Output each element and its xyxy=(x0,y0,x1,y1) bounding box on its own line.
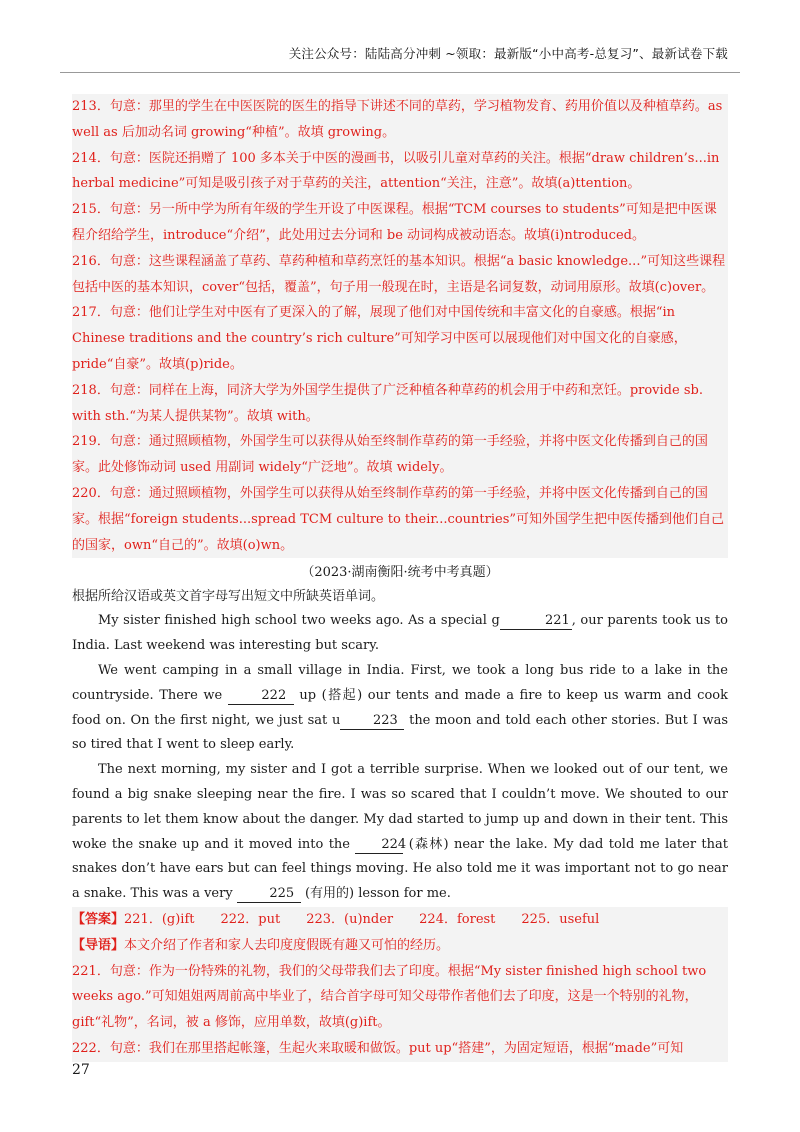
passage-text: (有用的) lesson for me. xyxy=(300,886,451,902)
answer-221: 221．句意：作为一份特殊的礼物，我们的父母带我们去了印度。根据“My sister finished high school two weeks ago.”可知姐姐两周前高中毕业了，结合首字母可知父母带作者他们去了印度，这是一个特别的礼物，gift“礼物”，名词，被 a 修饰，应用单数，故填(g)ift。 xyxy=(72,959,728,1036)
question-instruction: 根据所给汉语或英文首字母写出短文中所缺英语单词。 xyxy=(72,589,385,605)
page-header: 关注公众号：陆陆高分冲刺 ~领取：最新版“小中高考-总复习”、最新试卷下载 xyxy=(288,46,728,61)
answer-222: 222．句意：我们在那里搭起帐篷，生起火来取暖和做饭。put up“搭建”，为固定短语，根据“made”可知 xyxy=(72,1036,728,1062)
page-content xyxy=(72,94,728,1062)
blank-221: 221 xyxy=(500,613,572,630)
page-number: 27 xyxy=(72,1062,90,1078)
blank-225: 225 xyxy=(237,886,301,903)
answers-top xyxy=(72,94,728,558)
answer-218: 218．句意：同样在上海，同济大学为外国学生提供了广泛种植各种草药的机会用于中药和烹饪。provide sb. with sth.“为某人提供某物”。故填 with。 xyxy=(72,378,728,430)
answer-214: 214．句意：医院还捐赠了 100 多本关于中医的漫画书，以吸引儿童对草药的关注。根据“draw children’s...in herbal medicine”可知是吸引孩子对于草药的关注，attention“关注，注意”。故填(a)ttention。 xyxy=(72,146,728,198)
answers-bottom xyxy=(72,959,728,1062)
passage-text: My sister finished high school two weeks ago. As a special g xyxy=(98,613,500,629)
blank-223: 223 xyxy=(340,713,404,730)
guide-text: 本文介绍了作者和家人去印度度假既有趣又可怕的经历。 xyxy=(124,937,450,953)
answer-213: 213．句意：那里的学生在中医医院的医生的指导下讲述不同的草药，学习植物发育、药用价值以及种植草药。as well as 后加动名词 growing“种植”。故填 growing。 xyxy=(72,94,728,146)
cloze-passage xyxy=(72,609,728,907)
passage-paragraph-1 xyxy=(72,609,728,659)
header-divider xyxy=(60,72,740,73)
passage-paragraph-2 xyxy=(72,659,728,758)
answer-217: 217．句意：他们让学生对中医有了更深入的了解，展现了他们对中国传统和丰富文化的自豪感。根据“in Chinese traditions and the country’s rich culture”可知学习中医可以展现他们对中国文化的自豪感，pride“自豪”。故填(p)ride。 xyxy=(72,300,728,377)
guide-label: 【导语】 xyxy=(72,937,125,953)
answer-key xyxy=(72,907,728,933)
answer-key-text: 221．(g)ift 222．put 223．(u)nder 224．forest 225．useful xyxy=(124,911,600,927)
guide xyxy=(72,933,728,959)
blank-222: 222 xyxy=(228,688,294,705)
passage-text: up (搭起) our tents and made a fire to keep us warm and cook food on. On the first night, we just sat u xyxy=(72,687,728,728)
answer-215: 215．句意：另一所中学为所有年级的学生开设了中医课程。根据“TCM courses to students”可知是把中医课程介绍给学生，introduce“介绍”，此处用过去分词和 be 动词构成被动语态。故填(i)ntroduced。 xyxy=(72,197,728,249)
question-source: （2023·湖南衡阳·统考中考真题） xyxy=(301,565,499,581)
answer-220: 220．句意：通过照顾植物，外国学生可以获得从始至终制作草药的第一手经验，并将中医文化传播到自己的国家。根据“foreign students...spread TCM culture to their...countries”可知外国学生把中医传播到他们自己的国家，own“自己的”。故填(o)wn。 xyxy=(72,481,728,558)
passage-text: , our parents took us to India. Last weekend was interesting but scary. xyxy=(72,613,728,654)
passage-text: (森林) near the lake. My dad told me later that snakes don’t have ears but can feel things moving. He also told me it was important not to go near a snake. This was a very xyxy=(72,836,728,902)
blank-224: 224 xyxy=(355,837,403,854)
passage-text: the moon and told each other stories. But I was so tired that I went to sleep early. xyxy=(72,712,728,753)
answer-219: 219．句意：通过照顾植物，外国学生可以获得从始至终制作草药的第一手经验，并将中医文化传播到自己的国家。此处修饰动词 used 用副词 widely“广泛地”。故填 widely。 xyxy=(72,429,728,481)
answer-216: 216．句意：这些课程涵盖了草药、草药种植和草药烹饪的基本知识。根据“a basic knowledge...”可知这些课程包括中医的基本知识，cover“包括，覆盖”，句子用一般现在时，主语是名词复数，动词用原形。故填(c)over。 xyxy=(72,249,728,301)
answer-key-label: 【答案】 xyxy=(72,911,125,927)
passage-text: We went camping in a small village in India. First, we took a long bus ride to a lake in the countryside. There we xyxy=(72,662,728,703)
passage-text: The next morning, my sister and I got a terrible surprise. When we looked out of our tent, we found a big snake sleeping near the fire. I was so scared that I couldn’t move. We shouted to our parents to let them know about the danger. My dad started to jump up and down in their tent. This woke the snake up and it moved into the xyxy=(72,762,728,852)
passage-paragraph-3 xyxy=(72,758,728,907)
